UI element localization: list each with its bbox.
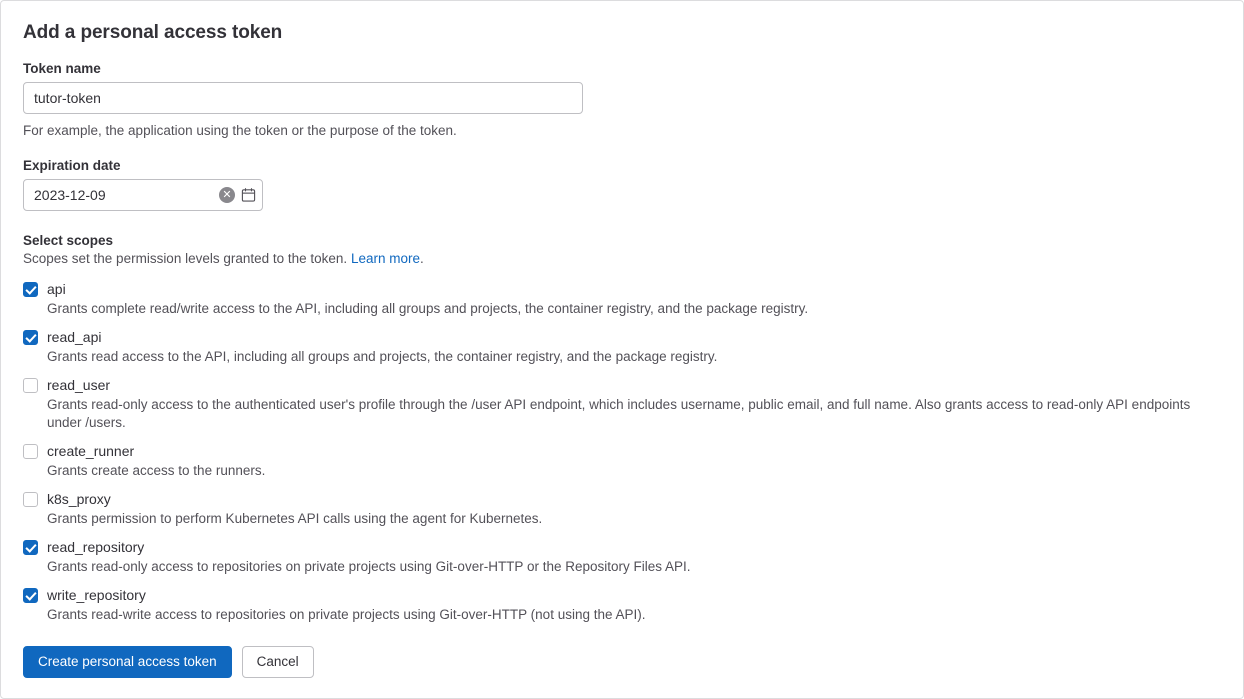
page-title: Add a personal access token: [23, 22, 283, 43]
scope-description: Grants read-only access to repositories on private projects using Git-over-HTTP or the Repository Files API.: [47, 559, 691, 574]
scope-name-label[interactable]: write_repository: [47, 587, 146, 603]
scopes-description: [23, 251, 1221, 266]
scope-row: [23, 280, 1221, 318]
cancel-button[interactable]: Cancel: [242, 646, 314, 678]
expiration-date-label: Expiration date: [23, 158, 121, 173]
scopes-description-prefix: Scopes set the permission levels granted to the token.: [23, 251, 351, 266]
scope-checkbox-k8s_proxy[interactable]: [23, 492, 38, 507]
token-name-label: Token name: [23, 61, 101, 76]
clear-circle-icon[interactable]: ✕: [219, 187, 235, 203]
scope-description: Grants read access to the API, including all groups and projects, the container registry, and the package registry.: [47, 349, 718, 364]
scope-row: [23, 328, 1221, 366]
scope-name-label[interactable]: k8s_proxy: [47, 491, 111, 507]
scope-name-label[interactable]: read_api: [47, 329, 102, 345]
scope-description: Grants permission to perform Kubernetes API calls using the agent for Kubernetes.: [47, 511, 543, 526]
scope-description: Grants read-only access to the authenticated user's profile through the /user API endpoint, which includes username, public email, and full name. Also grants access to read-only API endpoints under /users.: [47, 397, 1191, 430]
scope-row: [23, 586, 1221, 624]
scope-checkbox-read_user[interactable]: [23, 378, 38, 393]
scope-checkbox-api[interactable]: [23, 282, 38, 297]
token-name-field-group: [23, 61, 1221, 140]
scopes-section: [23, 233, 1221, 266]
calendar-icon[interactable]: [241, 188, 256, 203]
scope-row: [23, 538, 1221, 576]
scope-description: Grants complete read/write access to the API, including all groups and projects, the container registry, and the package registry.: [47, 301, 809, 316]
scope-checkbox-create_runner[interactable]: [23, 444, 38, 459]
scope-checkbox-read_api[interactable]: [23, 330, 38, 345]
scope-name-label[interactable]: api: [47, 281, 66, 297]
scope-description: Grants read-write access to repositories on private projects using Git-over-HTTP (not using the API).: [47, 607, 646, 622]
scope-checkbox-write_repository[interactable]: [23, 588, 38, 603]
token-name-help: For example, the application using the token or the purpose of the token.: [23, 123, 457, 138]
scope-description: Grants create access to the runners.: [47, 463, 266, 478]
token-name-input[interactable]: [23, 82, 583, 114]
scope-list: [23, 280, 1221, 624]
form-actions: [23, 646, 1221, 698]
scope-name-label[interactable]: create_runner: [47, 443, 135, 459]
scopes-title: Select scopes: [23, 233, 114, 248]
scope-name-label[interactable]: read_user: [47, 377, 111, 393]
create-token-button[interactable]: Create personal access token: [23, 646, 232, 678]
scope-row: [23, 442, 1221, 480]
expiration-date-field-group: [23, 158, 1221, 211]
learn-more-link[interactable]: Learn more: [350, 251, 420, 266]
scope-row: [23, 490, 1221, 528]
scope-name-label[interactable]: read_repository: [47, 539, 145, 555]
scope-row: [23, 376, 1221, 432]
scopes-description-suffix: .: [419, 251, 424, 266]
scope-checkbox-read_repository[interactable]: [23, 540, 38, 555]
expiration-date-wrapper: [23, 179, 263, 211]
